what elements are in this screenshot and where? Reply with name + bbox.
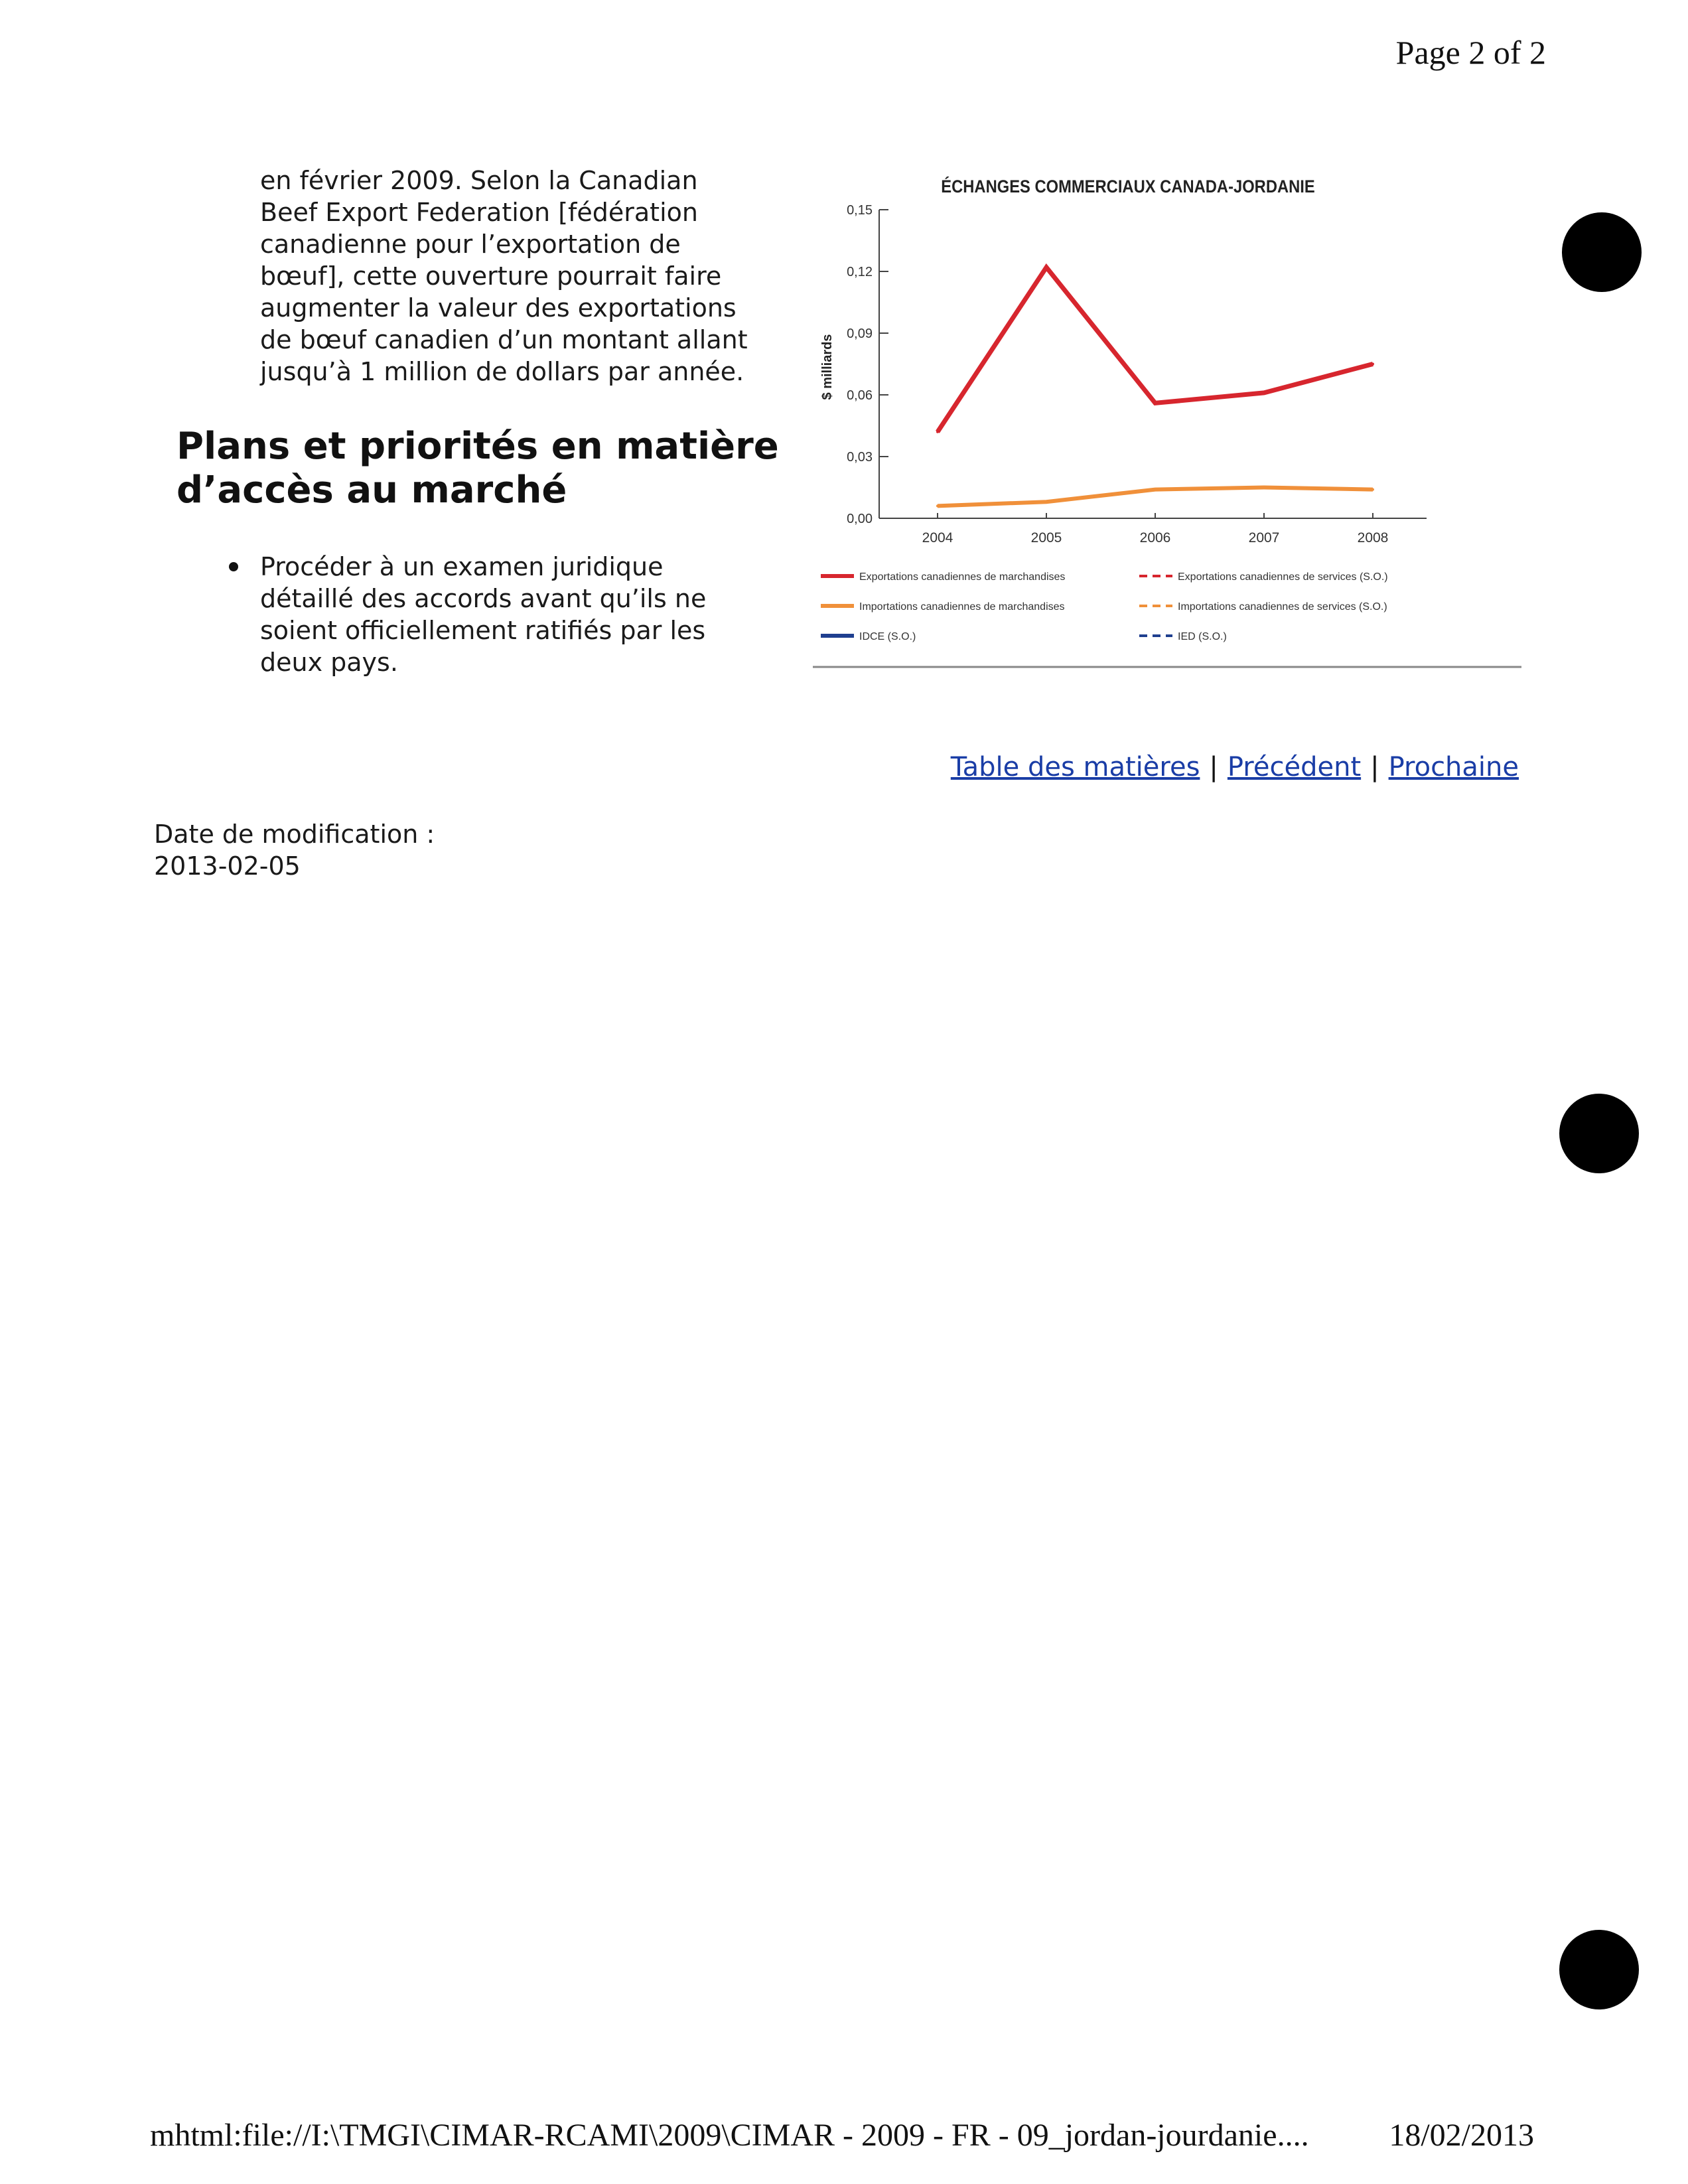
x-tick-label: 2006 [1139,530,1171,546]
punch-hole-icon [1559,1930,1639,2009]
chart-svg [813,165,1523,676]
list-item [260,551,764,678]
data-point [1045,500,1048,503]
section-heading [176,425,800,512]
data-point [1372,488,1374,491]
previous-link[interactable]: Précédent [1227,752,1362,782]
data-point [1045,266,1048,269]
punch-hole-icon [1562,212,1642,292]
page-number: Page 2 of 2 [1395,34,1546,71]
footer-file-path: mhtml:file://I:\TMGI\CIMAR-RCAMI\2009\CIMAR - 2009 - FR - 09_jordan-jourdanie.... [150,2118,1309,2153]
modification-date [154,818,435,882]
data-point [1154,401,1157,404]
modification-date-value: 2013-02-05 [154,851,301,881]
y-tick-label: 0,00 [847,512,873,526]
chart-title: ÉCHANGES COMMERCIAUX CANADA-JORDANIE [941,177,1315,197]
legend-label: Exportations canadiennes de services (S.O.) [1178,571,1388,583]
series-line [938,267,1373,432]
paragraph-line: Beef Export Federation [fédération [260,198,698,227]
list-item-line: détaillé des accords avant qu’ils ne [260,584,707,613]
list-item-line: deux pays. [260,648,398,677]
data-point [1263,392,1265,394]
punch-hole-icon [1559,1094,1639,1173]
legend-label: IED (S.O.) [1178,631,1227,642]
paragraph-line: de bœuf canadien d’un montant allant [260,325,748,354]
data-point [1372,363,1374,366]
y-tick-label: 0,12 [847,265,873,279]
bullet-dot [229,562,238,571]
body-paragraph [260,165,784,388]
paragraph-line: jusqu’à 1 million de dollars par année. [260,357,744,386]
data-point [1154,488,1157,491]
x-tick-label: 2004 [922,530,953,546]
list-item-line: Procéder à un examen juridique [260,552,664,581]
data-point [936,504,939,507]
y-tick-label: 0,06 [847,388,873,403]
paragraph-line: en février 2009. Selon la Canadian [260,166,698,195]
x-tick-label: 2008 [1357,530,1389,546]
nav-separator: | [1209,752,1218,782]
nav-separator: | [1370,752,1379,782]
x-tick-label: 2007 [1248,530,1280,546]
trade-chart [813,165,1523,676]
chart-legend [821,571,1388,642]
paragraph-line: bœuf], cette ouverture pourrait faire [260,261,722,291]
toc-link[interactable]: Table des matières [950,752,1200,782]
data-point [1263,486,1265,489]
x-tick-label: 2005 [1030,530,1062,546]
legend-label: Exportations canadiennes de marchandises [859,571,1066,583]
modification-date-label: Date de modification : [154,820,435,849]
chart-series [936,266,1374,508]
y-tick-label: 0,09 [847,327,873,341]
next-link[interactable]: Prochaine [1388,752,1519,782]
page-navigation [951,752,1519,782]
heading-line: d’accès au marché [176,469,567,512]
legend-label: IDCE (S.O.) [859,631,916,642]
legend-label: Importations canadiennes de services (S.O.) [1178,601,1387,613]
y-tick-label: 0,15 [847,203,873,218]
list-item-line: soient officiellement ratifiés par les [260,616,706,645]
legend-label: Importations canadiennes de marchandises [859,601,1065,613]
heading-line: Plans et priorités en matière [176,425,779,468]
paragraph-line: canadienne pour l’exportation de [260,230,681,259]
footer-date: 18/02/2013 [1389,2118,1534,2153]
data-point [936,431,939,433]
paragraph-line: augmenter la valeur des exportations [260,293,737,323]
y-axis-label: $ milliards [820,334,835,400]
y-tick-label: 0,03 [847,450,873,465]
bullet-list [260,551,764,678]
